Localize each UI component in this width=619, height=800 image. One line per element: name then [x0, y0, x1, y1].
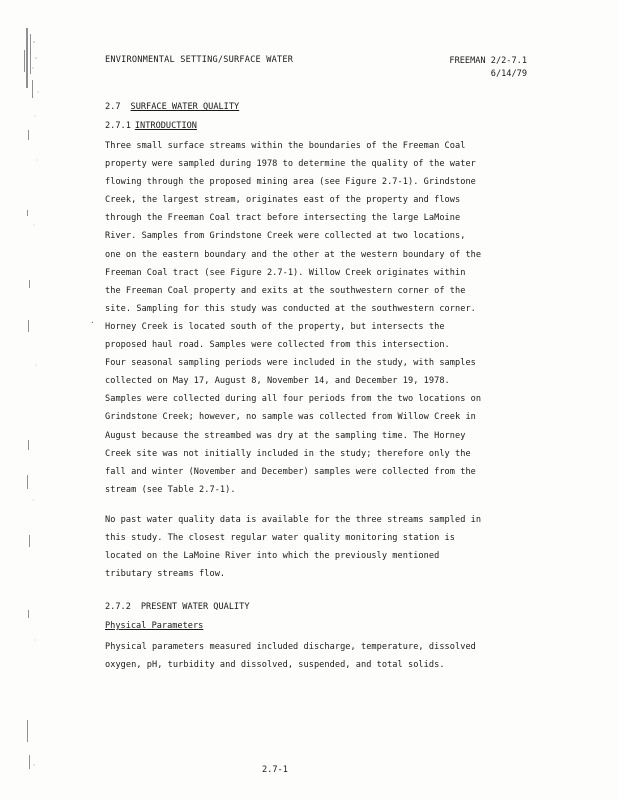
section-heading [105, 102, 239, 112]
paragraph-line: proposed haul road. Samples were collected from this intersection. [105, 340, 450, 351]
past-data-paragraph [105, 511, 530, 583]
paragraph-line: one on the eastern boundary and the other at the western boundary of the [105, 249, 482, 260]
header-date: 6/14/79 [490, 69, 527, 79]
subsection-272-title: PRESENT WATER QUALITY [140, 602, 250, 612]
paragraph-line: located on the LaMoine River into which the previously mentioned [105, 551, 440, 562]
section-title: SURFACE WATER QUALITY [130, 102, 240, 112]
scan-binding-edge [18, 20, 48, 790]
section-number: 2.7 [105, 102, 121, 112]
margin-mark: · [90, 318, 95, 327]
paragraph-line: site. Sampling for this study was conducted at the southwestern corner. [105, 303, 476, 314]
paragraph-line: property were sampled during 1978 to determine the quality of the water [105, 159, 476, 170]
paragraph-line: flowing through the proposed mining area (see Figure 2.7-1). Grindstone [105, 177, 476, 188]
paragraph-line: Grindstone Creek; however, no sample was collected from Willow Creek in [105, 412, 476, 423]
paragraph-line: the Freeman Coal property and exits at the southwestern corner of the [105, 285, 466, 296]
subsection-271-number: 2.7.1 [105, 121, 131, 131]
subsection-271-title: INTRODUCTION [134, 121, 197, 131]
header-doc-info [449, 55, 527, 81]
paragraph-line: fall and winter (November and December) samples were collected from the [105, 466, 476, 477]
paragraph-line: Creek site was not initially included in the study; therefore only the [105, 448, 471, 459]
paragraph-line: No past water quality data is available for the three streams sampled in [105, 515, 482, 525]
paragraph-line: collected on May 17, August 8, November 14, and December 19, 1978. [105, 376, 450, 387]
page-number: 2.7-1 [262, 765, 288, 775]
scan-noise-graphic [18, 20, 48, 790]
paragraph-line: Physical parameters measured included discharge, temperature, dissolved [105, 642, 476, 652]
paragraph-line: Four seasonal sampling periods were included in the study, with samples [105, 358, 476, 369]
physical-parameters-paragraph [105, 638, 530, 674]
paragraph-line: Creek, the largest stream, originates east of the property and flows [105, 195, 461, 206]
physical-parameters-heading: Physical Parameters [105, 621, 204, 631]
header-doc-id: FREEMAN 2/2-7.1 [449, 56, 527, 66]
paragraph-line: Horney Creek is located south of the property, but intersects the [105, 321, 445, 332]
subsection-272-heading [105, 602, 250, 612]
introduction-paragraph [105, 137, 530, 499]
paragraph-line: Samples were collected during all four periods from the two locations on [105, 394, 482, 405]
paragraph-line: Freeman Coal tract (see Figure 2.7-1). Willow Creek originates within [105, 267, 466, 278]
paragraph-line: River. Samples from Grindstone Creek were collected at two locations, [105, 231, 466, 242]
paragraph-line: August because the streambed was dry at the sampling time. The Horney [105, 430, 466, 441]
subsection-271-heading [105, 121, 197, 131]
paragraph-line: through the Freeman Coal tract before intersecting the large LaMoine [105, 213, 461, 224]
header-section-label: ENVIRONMENTAL SETTING/SURFACE WATER [105, 55, 294, 65]
subsection-272-number: 2.7.2 [105, 602, 131, 612]
paragraph-line: Three small surface streams within the boundaries of the Freeman Coal [105, 141, 466, 151]
paragraph-line: this study. The closest regular water quality monitoring station is [105, 533, 455, 544]
paragraph-line: stream (see Table 2.7-1). [105, 484, 236, 495]
paragraph-line: tributary streams flow. [105, 569, 226, 580]
paragraph-line: oxygen, pH, turbidity and dissolved, suspended, and total solids. [105, 660, 445, 671]
